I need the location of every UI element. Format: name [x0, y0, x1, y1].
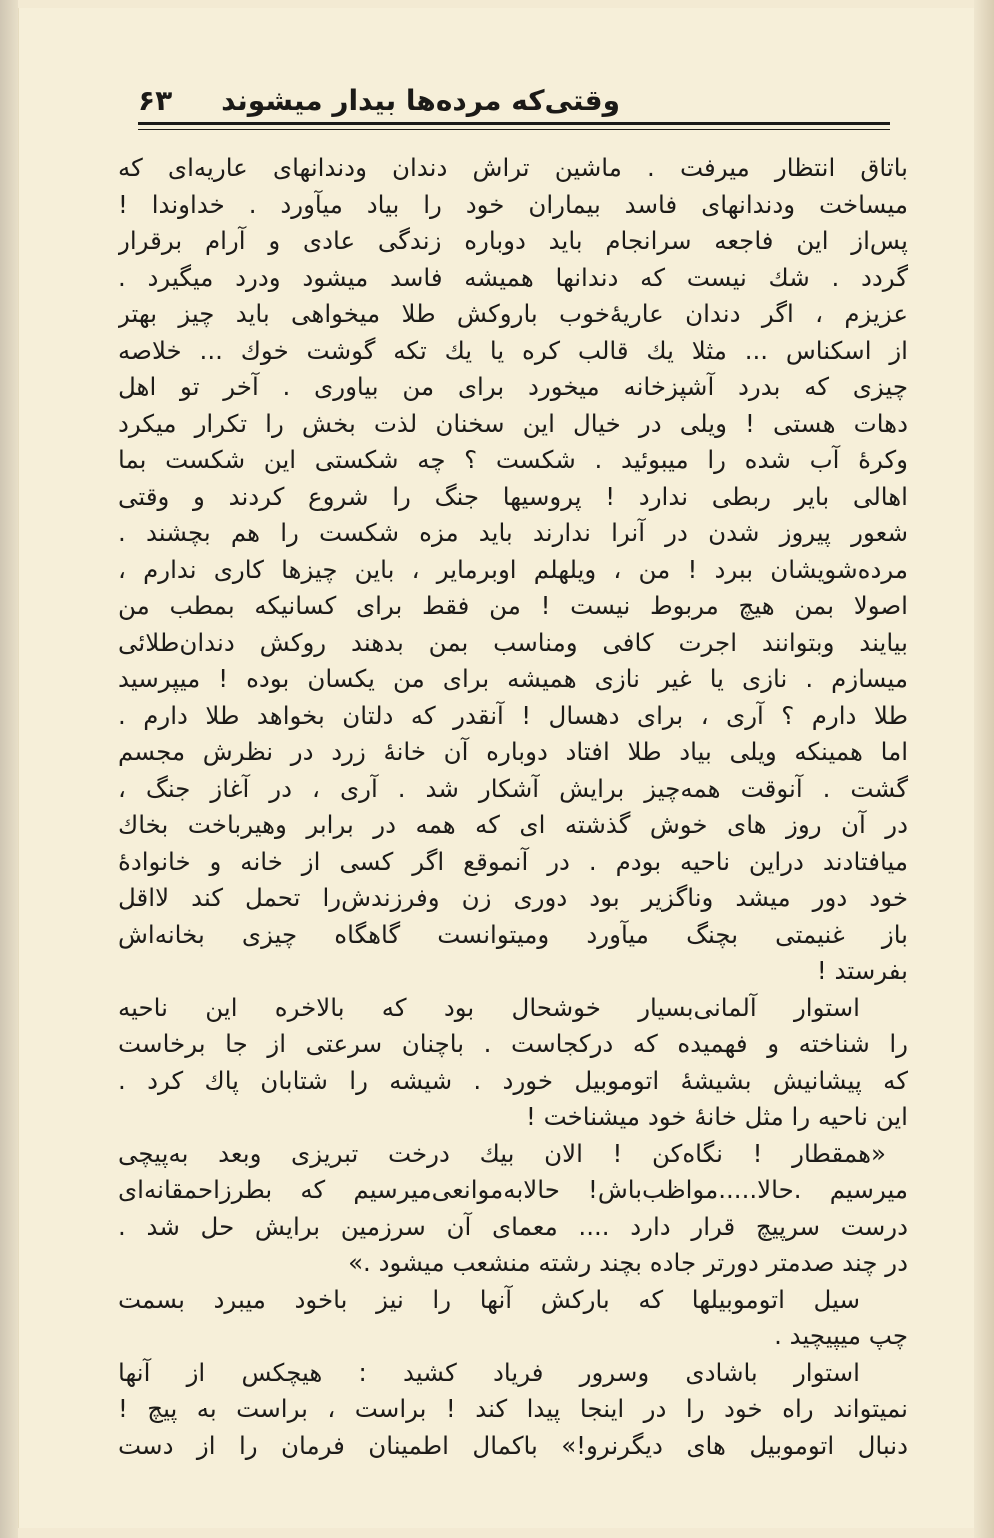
- body-text: [118, 150, 908, 1460]
- text-line: را شناخته و فهمیده که درکجاست . باچنان سرعتی از جا برخاست: [118, 1029, 908, 1058]
- running-title: وقتی‌که مرده‌ها بیدار میشوند: [221, 84, 620, 117]
- text-line: بفرستد !: [816, 956, 908, 985]
- text-line: چیزی که بدرد آشپزخانه میخورد برای من بیاوری . آخر تو اهل: [118, 372, 908, 401]
- text-line: مرده‌شویشان ببرد ! من ، ویلهلم اوبرمایر ، باین چیزها کاری ندارم ،: [118, 554, 908, 584]
- text-line: باز غنیمتی بچنگ میآورد ومیتوانست گاهگاه چیزی بخانه‌اش: [118, 919, 908, 949]
- text-line: گشت . آنوقت همه‌چیز برایش آشکار شد . آری ، در آغاز جنگ ،: [118, 773, 908, 803]
- text-line: میرسیم .حالا.....مواظب‌باش! حالابه‌موانعی‌میرسیم که بطرزاحمقانه‌ای: [118, 1175, 908, 1204]
- text-line: از اسکناس ... مثلا یك قالب کره یا یك تکه گوشت خوك ... خلاصه: [118, 335, 908, 365]
- running-header: [120, 80, 910, 124]
- text-line: اهالی بایر ربطی ندارد ! پروسیها جنگ را شروع کردند و وقتی: [118, 481, 908, 511]
- text-line: استوار آلمانی‌بسیار خوشحال بود که بالاخره این ناحیه: [118, 992, 860, 1022]
- header-rule-thin: [138, 129, 890, 130]
- text-line: باتاق انتظار میرفت . ماشین تراش دندان ودندانهای عاریه‌ای که: [118, 153, 908, 182]
- text-line: که پیشانیش بشیشهٔ اتوموبیل خورد . شیشه را شتابان پاك کرد .: [118, 1065, 908, 1095]
- text-line: وکرهٔ آب شده را میبوئید . شکست ؟ چه شکستی این شکست بما: [118, 445, 908, 474]
- text-line: در چند صدمتر دورتر جاده بچند رشته منشعب میشود .»: [348, 1248, 908, 1277]
- text-line: در آن روز های خوش گذشته ای که همه در برابر وهیرباخت بخاك: [118, 810, 908, 839]
- text-line: گردد . شك نیست که دندانها همیشه فاسد میشود ودرد میگیرد .: [118, 262, 908, 292]
- page-number: ۶۳: [138, 84, 173, 117]
- text-line: طلا دارم ؟ آری ، برای دهسال ! آنقدر که دلتان بخواهد طلا دارم .: [118, 700, 908, 730]
- text-line: استوار باشادی وسرور فریاد کشید : هیچکس از آنها: [118, 1357, 860, 1387]
- text-line: میافتادند دراین ناحیه بودم . در آنموقع اگر کسی از خانه و خانوادهٔ: [118, 846, 908, 876]
- text-line: خود دور میشد وناگزیر بود دوری زن وفرزندش‌را تحمل کند لااقل: [118, 883, 908, 912]
- text-line: شعور پیروز شدن در آنرا ندارند باید مزه شکست را هم بچشند .: [118, 518, 908, 547]
- text-line: اما همینکه ویلی بیاد طلا افتاد دوباره آن خانهٔ زرد در نظرش مجسم: [118, 737, 908, 766]
- page-edge-left: [0, 0, 18, 1538]
- text-line: درست سرپیچ قرار دارد .... معمای آن سرزمین برایش حل شد .: [118, 1211, 908, 1241]
- text-line: نمیتواند راه خود را در اینجا پیدا کند ! براست ، براست به پیچ !: [118, 1394, 908, 1423]
- header-rule: [138, 122, 890, 125]
- text-line: دهات هستی ! ویلی در خیال این سخنان لذت بخش را تکرار میکرد: [118, 408, 908, 438]
- text-line: میسازم . نازی یا غیر نازی همیشه برای من یکسان بوده ! میپرسید: [118, 664, 908, 693]
- text-line: «همقطار ! نگاه‌کن ! الان بیك درخت تبریزی وبعد به‌پیچی: [118, 1138, 886, 1168]
- text-line: عزیزم ، اگر دندان عاریهٔ‌خوب باروکش طلا میخواهی باید چیز بهتر: [118, 299, 908, 328]
- text-line: چپ میپیچید .: [774, 1321, 908, 1350]
- text-line: میساخت ودندانهای فاسد بیماران خود را بیاد میآورد . خداوندا !: [118, 189, 908, 219]
- text-line: دنبال اتوموبیل های دیگرنرو!» باکمال اطمینان فرمان را از دست: [118, 1430, 908, 1460]
- text-line: اصولا بمن هیچ مربوط نیست ! من فقط برای کسانیکه بمطب من: [118, 591, 908, 620]
- text-line: سیل اتوموبیلها که بارکش آنها را نیز باخود میبرد بسمت: [118, 1284, 860, 1314]
- text-line: بیایند وبتوانند اجرت کافی ومناسب بمن بدهند روکش دندان‌طلائی: [118, 627, 908, 657]
- text-line: پس‌از این فاجعه سرانجام باید دوباره زندگی عادی و آرام برقرار: [118, 226, 908, 255]
- text-line: این ناحیه را مثل خانهٔ خود میشناخت !: [526, 1102, 908, 1131]
- page-edge-right: [974, 0, 994, 1538]
